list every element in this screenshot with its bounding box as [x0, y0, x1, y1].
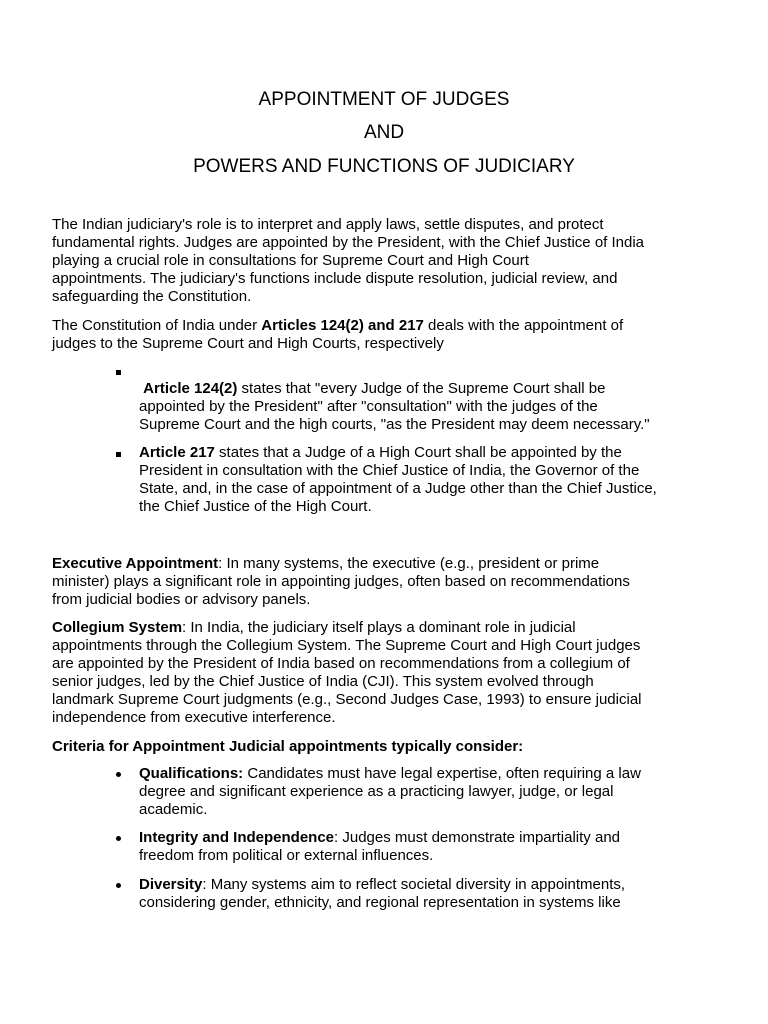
collegium-line: landmark Supreme Court judgments (e.g., Second Judges Case, 1993) to ensure judicial [52, 691, 642, 708]
criteria-text: : Judges must demonstrate impartiality and [334, 829, 620, 846]
criteria-bold: Qualifications: [139, 765, 244, 782]
criteria-line [139, 829, 699, 847]
constitution-paragraph [52, 317, 692, 353]
criteria-qualifications [139, 765, 699, 819]
collegium-text: : In India, the judiciary itself plays a dominant role in judicial [182, 619, 576, 636]
article-line [139, 444, 699, 462]
constitution-text: deals with the appointment of [423, 317, 624, 334]
round-bullet-icon [116, 836, 121, 841]
square-bullet-icon [116, 452, 121, 457]
collegium-line: independence from executive interference. [52, 709, 336, 726]
article-line: President in consultation with the Chief Justice of India, the Governor of the [139, 462, 640, 479]
criteria-line [139, 876, 699, 894]
criteria-bold: Diversity [139, 876, 203, 893]
round-bullet-icon [116, 883, 121, 888]
round-bullet-icon [116, 772, 121, 777]
article-line: Supreme Court and the high courts, "as the President may deem necessary." [139, 416, 650, 433]
title-line-3: POWERS AND FUNCTIONS OF JUDICIARY [193, 156, 575, 177]
criteria-line: degree and significant experience as a practicing lawyer, judge, or legal [139, 783, 614, 800]
article-line: the Chief Justice of the High Court. [139, 498, 372, 515]
article-124-item [139, 380, 699, 434]
constitution-line: judges to the Supreme Court and High Courts, respectively [52, 335, 444, 352]
criteria-bold: Integrity and Independence [139, 829, 335, 846]
square-bullet-icon [116, 370, 121, 375]
article-line: State, and, in the case of appointment of a Judge other than the Chief Justice, [139, 480, 657, 497]
collegium-line: are appointed by the President of India based on recommendations from a collegium of [52, 655, 630, 672]
article-line [139, 380, 699, 398]
article-bold: Article 217 [139, 444, 215, 461]
criteria-integrity [139, 829, 699, 865]
article-217-item [139, 444, 699, 516]
criteria-diversity [139, 876, 699, 912]
criteria-line: academic. [139, 801, 208, 818]
collegium-line [52, 619, 692, 637]
intro-line: fundamental rights. Judges are appointed by the President, with the Chief Justice of India [52, 234, 645, 251]
executive-bold: Executive Appointment [52, 555, 219, 572]
intro-line: playing a crucial role in consultations for Supreme Court and High Court [52, 252, 529, 269]
collegium-bold: Collegium System [52, 619, 183, 636]
article-bold: Article 124(2) [143, 380, 238, 397]
criteria-heading-text: Criteria for Appointment Judicial appointments typically consider: [52, 738, 524, 755]
intro-line: safeguarding the Constitution. [52, 288, 252, 305]
executive-line: minister) plays a significant role in appointing judges, often based on recommendations [52, 573, 630, 590]
intro-line: The Indian judiciary's role is to interpret and apply laws, settle disputes, and protect [52, 216, 604, 233]
executive-line: from judicial bodies or advisory panels. [52, 591, 311, 608]
collegium-line: senior judges, led by the Chief Justice of India (CJI). This system evolved through [52, 673, 594, 690]
article-line: appointed by the President" after "consultation" with the judges of the [139, 398, 598, 415]
constitution-text: The Constitution of India under [52, 317, 262, 334]
criteria-line [139, 765, 699, 783]
criteria-heading [52, 738, 692, 756]
collegium-paragraph [52, 619, 692, 727]
executive-line [52, 555, 692, 573]
criteria-line: freedom from political or external influences. [139, 847, 434, 864]
criteria-text: : Many systems aim to reflect societal diversity in appointments, [202, 876, 626, 893]
articles-bold: Articles 124(2) and 217 [261, 317, 424, 334]
title-line-2: AND [363, 122, 405, 143]
article-text: states that a Judge of a High Court shall be appointed by the [214, 444, 622, 461]
intro-line: appointments. The judiciary's functions include dispute resolution, judicial review, and [52, 270, 618, 287]
criteria-line: considering gender, ethnicity, and regional representation in systems like [139, 894, 621, 911]
executive-text: : In many systems, the executive (e.g., president or prime [218, 555, 600, 572]
constitution-line [52, 317, 692, 335]
collegium-line: appointments through the Collegium System. The Supreme Court and High Court judges [52, 637, 641, 654]
article-text: states that "every Judge of the Supreme Court shall be [237, 380, 606, 397]
title-line-1: APPOINTMENT OF JUDGES [258, 89, 510, 110]
executive-paragraph [52, 555, 692, 609]
intro-paragraph [52, 216, 692, 306]
criteria-text: Candidates must have legal expertise, often requiring a law [243, 765, 641, 782]
